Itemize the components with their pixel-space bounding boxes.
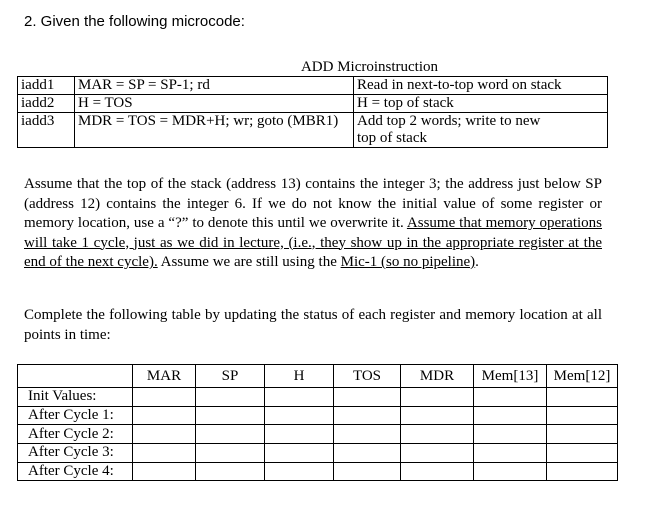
microcode-comment-line2: top of stack [357, 130, 427, 146]
table-cell[interactable] [474, 425, 547, 444]
table-row [18, 388, 618, 407]
column-header: Mem[12] [547, 365, 618, 388]
table-cell[interactable] [334, 444, 401, 463]
table-row [18, 425, 618, 444]
column-header: H [265, 365, 334, 388]
table-cell[interactable] [334, 388, 401, 407]
microcode-label: iadd1 [18, 77, 75, 95]
column-header: MAR [133, 365, 196, 388]
table-cell[interactable] [133, 388, 196, 407]
table-cell[interactable] [334, 425, 401, 444]
table-cell[interactable] [196, 462, 265, 481]
table-cell[interactable] [401, 444, 474, 463]
table-cell[interactable] [133, 462, 196, 481]
table-cell[interactable] [265, 388, 334, 407]
row-label: Init Values: [18, 388, 133, 407]
table-cell[interactable] [401, 388, 474, 407]
microcode-table [17, 59, 608, 148]
assumptions-text-3: . [475, 254, 479, 270]
row-label: After Cycle 2: [18, 425, 133, 444]
assumptions-text-2: Assume we are still using the [157, 254, 341, 270]
assumptions-text: Assume that the top of the stack (address 13) contains the integer 3; the address just below SP (address 12) contains the integer 6. If we do not know the initial value of some register or memory location, use a “?” to denote this until we overwrite it. [24, 176, 602, 231]
microcode-caption: ADD Microinstruction [75, 59, 608, 77]
table-cell[interactable] [265, 425, 334, 444]
assumptions-paragraph [24, 175, 602, 273]
table-header-row [18, 365, 618, 388]
table-row [18, 444, 618, 463]
table-cell[interactable] [547, 406, 618, 425]
table-cell[interactable] [547, 388, 618, 407]
microcode-code: MDR = TOS = MDR+H; wr; goto (MBR1) [75, 113, 354, 148]
table-cell[interactable] [547, 425, 618, 444]
table-cell[interactable] [265, 462, 334, 481]
microcode-comment [354, 113, 608, 148]
table-cell[interactable] [265, 406, 334, 425]
microcode-row [18, 95, 608, 113]
table-cell[interactable] [401, 425, 474, 444]
table-cell[interactable] [265, 444, 334, 463]
table-cell[interactable] [133, 425, 196, 444]
mic1-note: Mic-1 (so no pipeline) [340, 254, 476, 270]
column-header: MDR [401, 365, 474, 388]
microcode-label: iadd3 [18, 113, 75, 148]
table-cell[interactable] [474, 388, 547, 407]
row-label: After Cycle 1: [18, 406, 133, 425]
table-cell[interactable] [474, 444, 547, 463]
table-cell[interactable] [196, 388, 265, 407]
column-header: TOS [334, 365, 401, 388]
table-cell[interactable] [401, 406, 474, 425]
table-cell[interactable] [133, 444, 196, 463]
microcode-label: iadd2 [18, 95, 75, 113]
question-heading: 2. Given the following microcode: [24, 13, 245, 30]
table-cell[interactable] [196, 444, 265, 463]
memory-timing-assumption: Assume that memory operations will take 1 cycle, just as we did in lecture, (i.e., they show up in the appropriate register at the end of the next cycle). [24, 215, 602, 270]
microcode-code: H = TOS [75, 95, 354, 113]
table-row [18, 462, 618, 481]
microcode-code: MAR = SP = SP-1; rd [75, 77, 354, 95]
row-label: After Cycle 3: [18, 444, 133, 463]
table-cell[interactable] [547, 444, 618, 463]
table-cell[interactable] [334, 406, 401, 425]
table-cell[interactable] [334, 462, 401, 481]
register-state-table [17, 364, 618, 481]
table-row [18, 406, 618, 425]
microcode-row [18, 113, 608, 148]
table-cell[interactable] [196, 425, 265, 444]
column-header: Mem[13] [474, 365, 547, 388]
column-header [18, 365, 133, 388]
microcode-comment-line1: Add top 2 words; write to new [357, 113, 541, 129]
table-cell[interactable] [474, 406, 547, 425]
table-cell[interactable] [133, 406, 196, 425]
table-cell[interactable] [547, 462, 618, 481]
microcode-comment: Read in next-to-top word on stack [354, 77, 608, 95]
table-cell[interactable] [474, 462, 547, 481]
table-cell[interactable] [401, 462, 474, 481]
row-label: After Cycle 4: [18, 462, 133, 481]
instructions-paragraph: Complete the following table by updating the status of each register and memory location at all points in time: [24, 307, 602, 343]
microcode-row [18, 77, 608, 95]
column-header: SP [196, 365, 265, 388]
microcode-comment: H = top of stack [354, 95, 608, 113]
table-cell[interactable] [196, 406, 265, 425]
